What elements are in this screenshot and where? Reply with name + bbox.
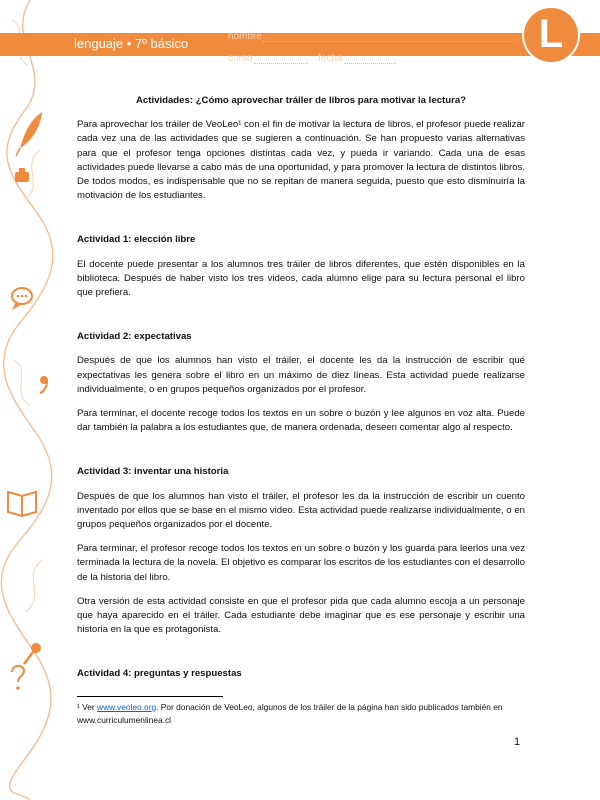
activity-3-paragraph-2: Para terminar, el profesor recoge todos los textos en un sobre o buzón y los guarda para leerlos una vez terminada la lectura de la novela. El objetivo es comparar los escritos de los estudiantes con el desarrollo de la historia del libro. bbox=[77, 543, 525, 583]
curso-label: curso bbox=[228, 53, 253, 64]
section-letter-badge: L bbox=[524, 8, 578, 62]
curso-field[interactable] bbox=[254, 63, 308, 64]
activity-1-heading: Actividad 1: elección libre bbox=[77, 234, 196, 246]
activity-1-paragraph-1: El docente puede presentar a los alumnos tres tráiler de libros diferentes, que estén disponibles en la biblioteca. Después de haber visto los tres videos, cada alumno elige para su lectura personal el libro que prefiera. bbox=[77, 258, 525, 299]
activity-3-paragraph-3: Otra versión de esta actividad consiste en que el profesor pida que cada alumno escoja a un personaje que haya aparecido en el tráiler. Cada estudiante debe imaginar que es ese personaje y escribir una historia en la que es protagonista. bbox=[77, 595, 525, 636]
activity-4-heading: Actividad 4: preguntas y respuestas bbox=[77, 668, 242, 680]
comma-icon bbox=[40, 376, 48, 393]
document-title: Actividades: ¿Cómo aprovechar tráiler de libros para motivar la lectura? bbox=[135, 95, 467, 106]
page-number: 1 bbox=[514, 736, 521, 748]
inkpot-icon bbox=[15, 168, 29, 182]
fecha-label: fecha bbox=[318, 53, 343, 64]
fecha-field[interactable] bbox=[344, 63, 396, 64]
margin-doodles bbox=[0, 0, 60, 800]
speech-bubble-icon bbox=[12, 288, 32, 310]
footnote-text: . Por donación de VeoLeo, algunos de los tráiler de la página han sido publicados también en www.curriculumenlinea.cl bbox=[77, 702, 503, 725]
footnote-divider bbox=[77, 696, 223, 697]
activity-2-paragraph-2: Para terminar, el docente recoge todos los textos en un sobre o buzón y lee algunos en voz alta. Puede dar también la palabra a los estudiantes que, de manera ordenada, deseen comentar algo al respecto. bbox=[77, 408, 525, 434]
intro-paragraph: Para aprovechar los tráiler de VeoLeo¹ con el fin de motivar la lectura de libros, el profesor puede realizar cada vez una de las actividades que se sugieren a continuación. Se han propuesto varias alternativas para que el profesor tenga opciones distintas cada vez, y pueda ir variando. Cada una de esas actividades puede llevarse a cabo más de una oportunidad, y para promover la lectura de distintos libros. De todos modos, es indispensable que no se repitan de manera seguida, puesto que esto disminuiría la motivación de los estudiantes. bbox=[77, 119, 525, 202]
activity-3-heading: Actividad 3: inventar una historia bbox=[77, 466, 229, 478]
margin-swirl-line bbox=[1, 0, 53, 800]
activity-2-paragraph-1: Después de que los alumnos han visto el tráiler, el docente les da la instrucción de escribir qué expectativas les genera sobre el libro en un máximo de diez líneas. Esta actividad puede realizarse individualmente, o en grupos pequeños organizados por el profesor. bbox=[77, 355, 525, 395]
footnote bbox=[77, 701, 525, 727]
activity-2-heading: Actividad 2: expectativas bbox=[77, 331, 192, 343]
nombre-label: nombre bbox=[228, 31, 262, 42]
nombre-field[interactable] bbox=[262, 41, 516, 42]
feather-icon bbox=[16, 112, 42, 156]
microphone-icon bbox=[24, 643, 41, 664]
question-mark-icon bbox=[12, 666, 24, 690]
activity-3-paragraph-1: Después de que los alumnos han visto el tráiler, el profesor les da la instrucción de escribir un cuento inventado por ellos que se base en el mismo video. Esta actividad puede realizarse individualmente, o en grupos pequeños organizados por el docente. bbox=[77, 490, 525, 531]
document-body bbox=[77, 94, 525, 692]
veoleo-link[interactable]: www.veoleo.org bbox=[97, 702, 157, 712]
subject-grade-label: lenguaje • 7º básico bbox=[74, 36, 189, 51]
open-book-icon bbox=[8, 492, 36, 516]
footnote-prefix: ¹ Ver bbox=[77, 702, 98, 712]
